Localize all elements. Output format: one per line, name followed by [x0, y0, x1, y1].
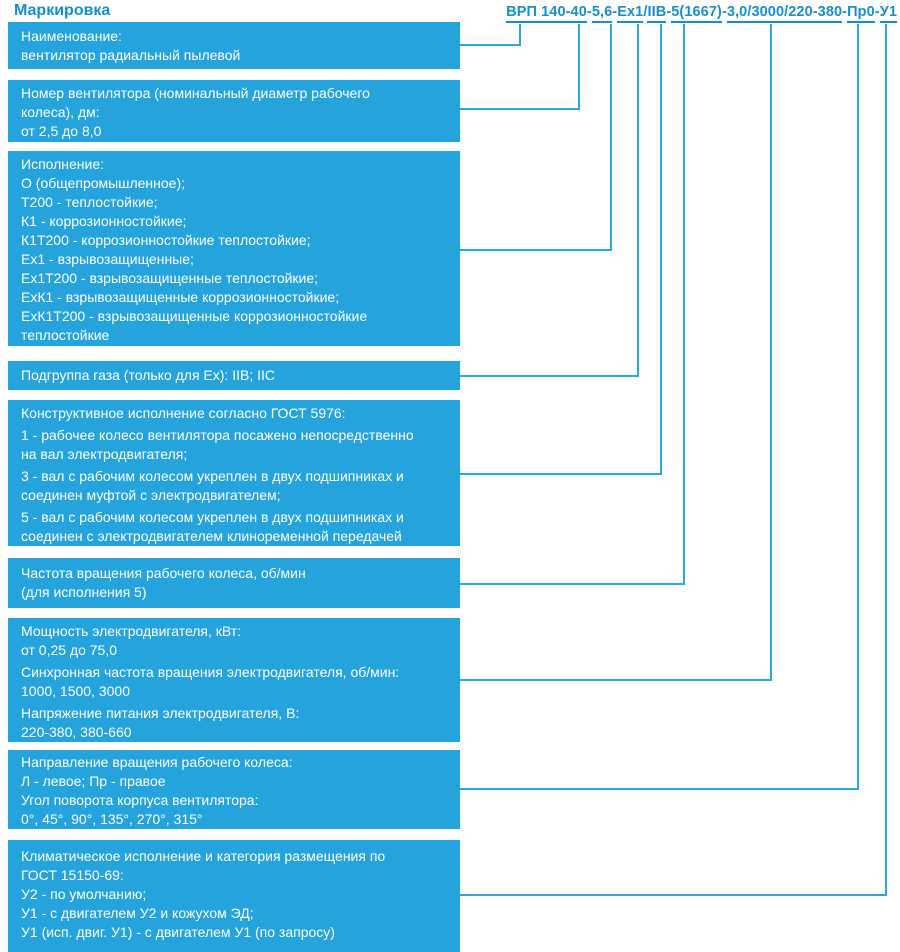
connector-v-structural-design — [660, 24, 662, 475]
box-paragraph — [21, 753, 450, 829]
box-line: У2 - по умолчанию; — [21, 886, 147, 902]
box-line: Ex1 - взрывозащищенные; — [21, 251, 194, 267]
code-separator: - — [842, 4, 848, 20]
box-line: Исполнение: — [21, 156, 105, 172]
box-line: Ex1Т200 - взрывозащищенные теплостойкие; — [21, 270, 319, 286]
box-line: соединен с электродвигателем клиноременной передачей — [21, 528, 402, 544]
connector-v-rotation-direction — [857, 24, 859, 790]
box-paragraph — [21, 704, 450, 742]
code-separator: - — [666, 4, 672, 20]
box-line: (для исполнения 5) — [21, 584, 147, 600]
box-fan-number — [8, 80, 460, 142]
box-line: Подгруппа газа (только для Ex): IIB; IIC — [21, 367, 275, 383]
box-line: Угол поворота корпуса вентилятора: — [21, 792, 259, 808]
connector-v-impeller-speed — [683, 24, 685, 585]
connector-v-fan-number — [578, 24, 580, 110]
box-line: Частота вращения рабочего колеса, об/мин — [21, 565, 306, 581]
box-paragraph — [21, 564, 450, 602]
code-segment: ВРП 140-40 — [506, 4, 587, 23]
code-segment: 5 — [671, 4, 679, 23]
box-paragraph — [21, 426, 450, 464]
box-line: вентилятор радиальный пылевой — [21, 47, 241, 63]
box-design-version — [8, 151, 460, 346]
box-climatic-version — [8, 840, 460, 952]
box-paragraph — [21, 663, 450, 701]
box-rotation-direction — [8, 750, 460, 829]
box-line: от 0,25 до 75,0 — [21, 642, 118, 658]
box-line: Номер вентилятора (номинальный диаметр рабочего — [21, 85, 370, 101]
box-line: ГОСТ 15150-69: — [21, 867, 124, 883]
box-paragraph — [21, 622, 450, 660]
connector-h-rotation-direction — [460, 788, 859, 790]
box-paragraph — [21, 847, 450, 942]
box-line: 3 - вал с рабочим колесом укреплен в двух подшипниках и — [21, 468, 404, 484]
code-segment: 3,0/3000/220-380 — [727, 4, 842, 23]
box-line: Синхронная частота вращения электродвигателя, об/мин: — [21, 664, 400, 680]
page-title: Маркировка — [14, 2, 111, 19]
box-line: К1 - коррозионностойкие; — [21, 213, 187, 229]
box-line: от 2,5 до 8,0 — [21, 123, 102, 139]
connector-h-fan-number — [460, 108, 580, 110]
box-line: на вал электродвигателя; — [21, 446, 188, 462]
connector-v-climatic-version — [885, 24, 887, 896]
box-motor-power — [8, 618, 460, 742]
box-paragraph — [21, 155, 450, 345]
box-line: ExК1Т200 - взрывозащищенные коррозионностойкие — [21, 308, 368, 324]
box-line: теплостойкие — [21, 327, 110, 343]
box-paragraph — [21, 467, 450, 505]
connector-h-structural-design — [460, 473, 662, 475]
product-code — [506, 4, 897, 20]
box-line: колеса), дм: — [21, 104, 100, 120]
connector-h-climatic-version — [460, 894, 887, 896]
connector-v-motor-power — [770, 24, 772, 681]
code-segment: IIB — [647, 4, 666, 23]
box-paragraph — [21, 404, 450, 423]
code-separator: - — [874, 4, 880, 20]
box-paragraph — [21, 366, 450, 385]
box-line: Т200 - теплостойкие; — [21, 194, 158, 210]
box-paragraph — [21, 508, 450, 546]
box-line: Мощность электродвигателя, кВт: — [21, 623, 242, 639]
box-line: 5 - вал с рабочим колесом укреплен в двух подшипниках и — [21, 509, 404, 525]
connector-v-gas-subgroup — [637, 24, 639, 377]
code-separator: - — [721, 4, 727, 20]
box-line: соединен муфтой с электродвигателем; — [21, 487, 281, 503]
connector-h-impeller-speed — [460, 583, 685, 585]
box-line: Направление вращения рабочего колеса: — [21, 754, 293, 770]
connector-h-gas-subgroup — [460, 375, 639, 377]
code-segment: У1 — [880, 4, 897, 23]
code-segment: (1667) — [679, 4, 722, 23]
box-gas-subgroup — [8, 361, 460, 390]
code-segment: 5,6 — [592, 4, 612, 23]
box-line: Конструктивное исполнение согласно ГОСТ 5976: — [21, 405, 346, 421]
code-segment: Ex1 — [617, 4, 643, 23]
box-name — [8, 22, 460, 69]
box-paragraph — [21, 27, 450, 65]
connector-h-name — [460, 44, 521, 46]
code-separator: - — [612, 4, 618, 20]
connector-v-name — [519, 24, 521, 46]
box-paragraph — [21, 84, 450, 141]
box-structural-design — [8, 400, 460, 546]
code-segment: Пр0 — [847, 4, 875, 23]
code-separator: / — [643, 4, 648, 20]
connector-h-motor-power — [460, 679, 772, 681]
box-line: У1 (исп. двиг. У1) - с двигателем У1 (по запросу) — [21, 924, 335, 940]
box-line: У1 - с двигателем У2 и кожухом ЭД; — [21, 905, 254, 921]
box-line: О (общепромышленное); — [21, 175, 186, 191]
code-separator: - — [586, 4, 592, 20]
box-line: Наименование: — [21, 28, 122, 44]
box-impeller-speed — [8, 558, 460, 608]
box-line: 220-380, 380-660 — [21, 724, 132, 740]
connector-v-design-version — [610, 24, 612, 251]
box-line: 1000, 1500, 3000 — [21, 683, 130, 699]
box-line: Л - левое; Пр - правое — [21, 773, 166, 789]
connector-h-design-version — [460, 249, 612, 251]
box-line: К1Т200 - коррозионностойкие теплостойкие; — [21, 232, 311, 248]
box-line: 0°, 45°, 90°, 135°, 270°, 315° — [21, 811, 203, 827]
box-line: Напряжение питания электродвигателя, В: — [21, 705, 300, 721]
box-line: 1 - рабочее колесо вентилятора посажено непосредственно — [21, 427, 414, 443]
box-line: Климатическое исполнение и категория размещения по — [21, 848, 386, 864]
box-line: ExК1 - взрывозащищенные коррозионностойкие; — [21, 289, 340, 305]
